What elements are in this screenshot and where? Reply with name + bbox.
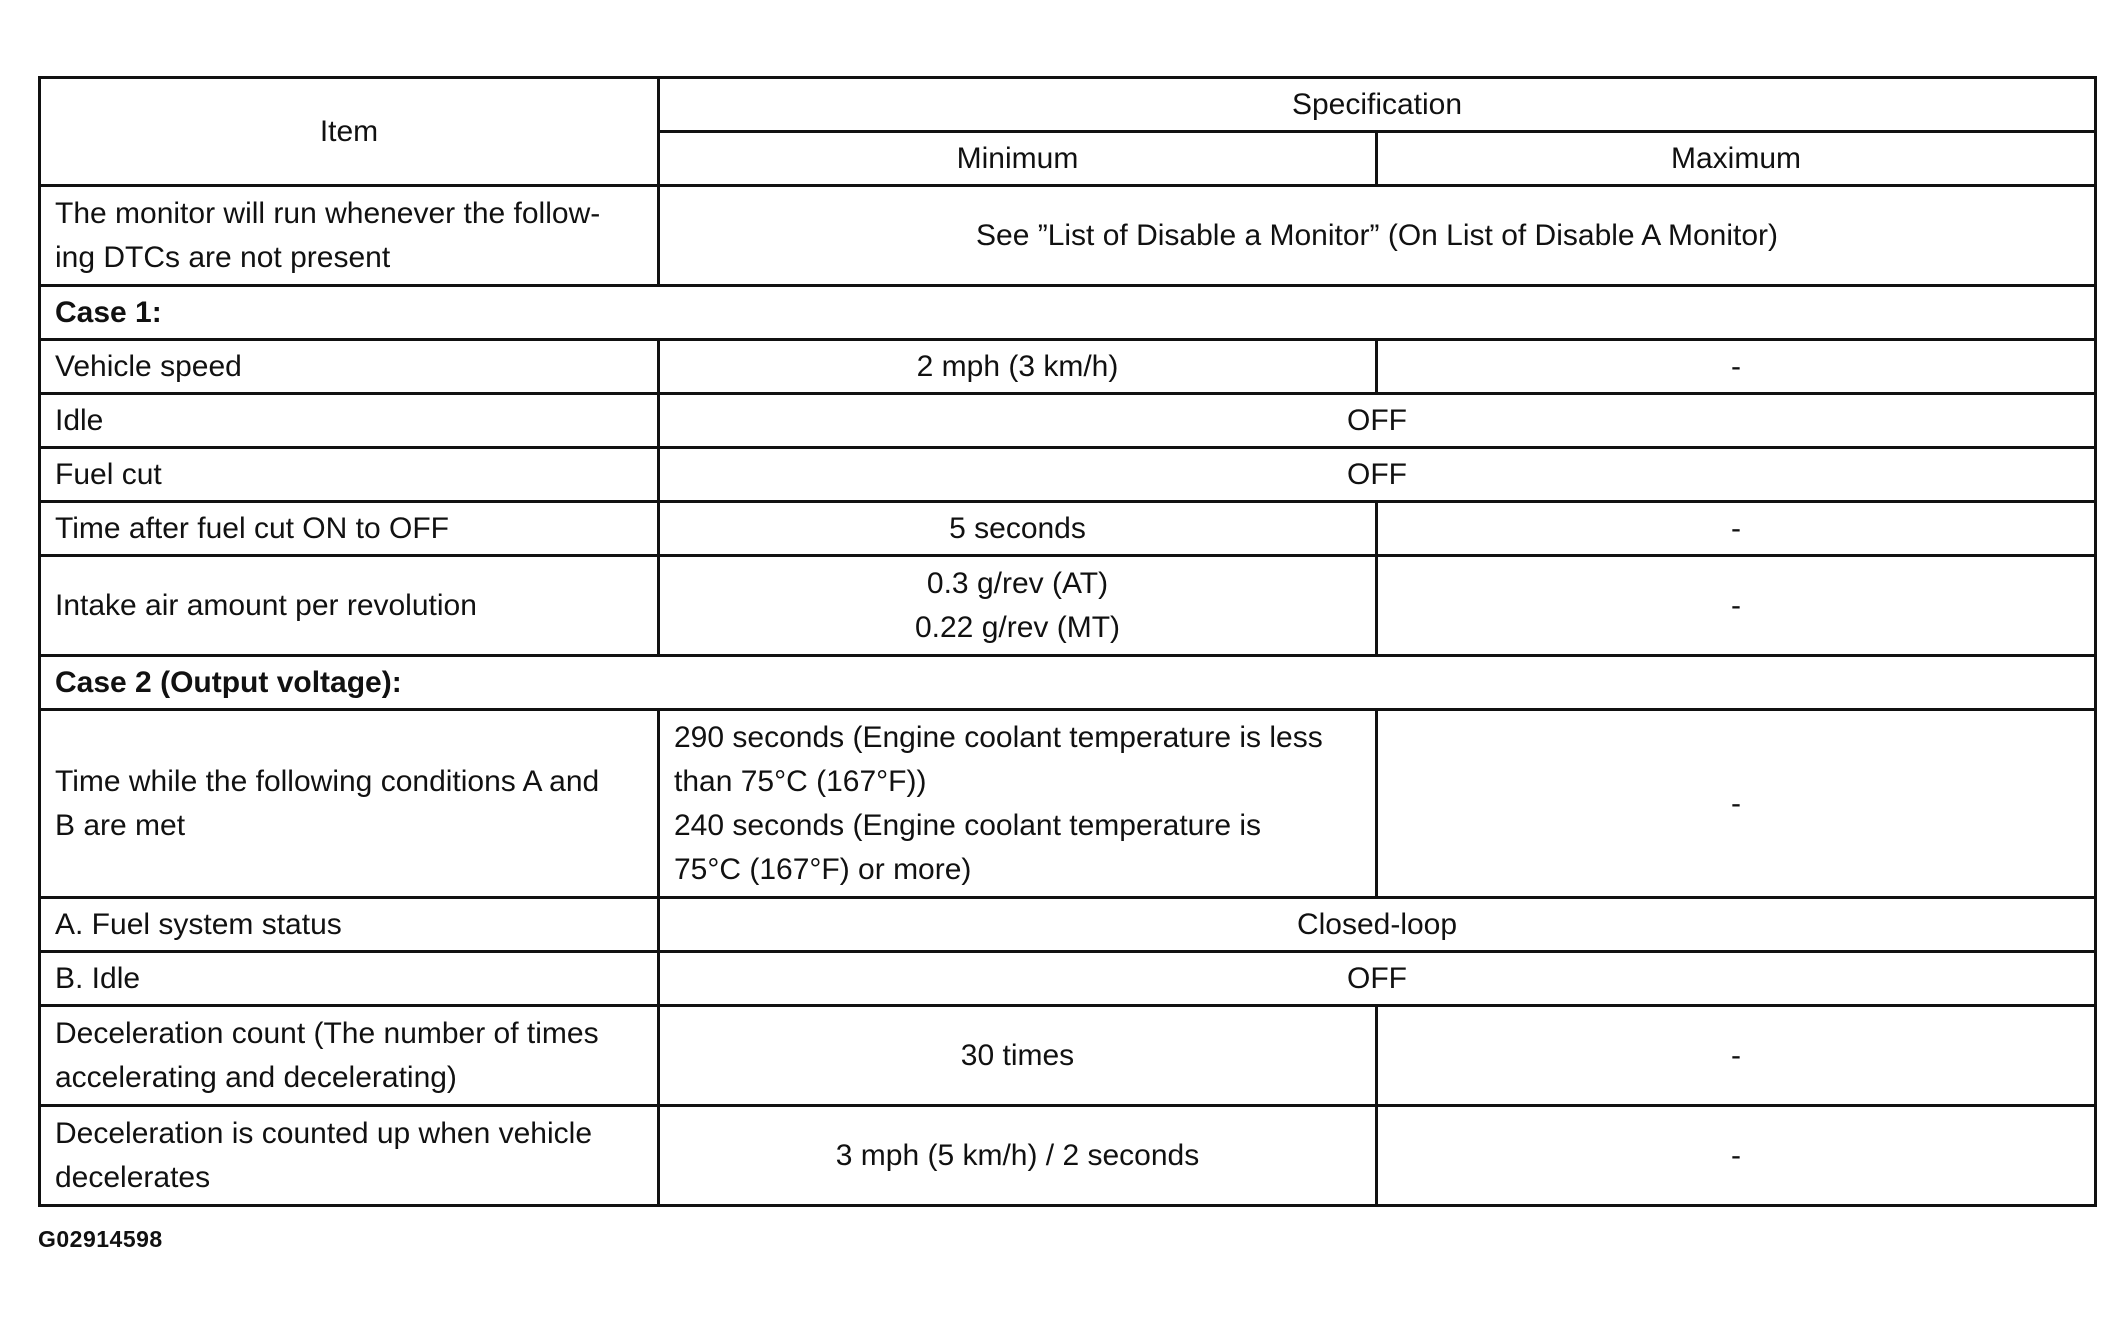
- table-row: [40, 448, 2096, 502]
- table-row: [40, 952, 2096, 1006]
- row-item-monitor-runs: The monitor will run whenever the follow- ing DTCs are not present: [40, 186, 659, 286]
- row-max-decel-counted: -: [1377, 1106, 2096, 1206]
- row-item-b-idle: B. Idle: [40, 952, 659, 1006]
- row-item-vehicle-speed: Vehicle speed: [40, 340, 659, 394]
- table-row: [40, 898, 2096, 952]
- figure-code: G02914598: [38, 1226, 163, 1252]
- table-row: [40, 186, 2096, 286]
- row-spec-fuel-system-status: Closed-loop: [659, 898, 2096, 952]
- table-row: [40, 1106, 2096, 1206]
- row-item-intake-air: Intake air amount per revolution: [40, 556, 659, 656]
- table-row: [40, 1006, 2096, 1106]
- section-row: [40, 656, 2096, 710]
- header-specification: Specification: [659, 78, 2096, 132]
- row-item-idle: Idle: [40, 394, 659, 448]
- row-max-time-conditions: -: [1377, 710, 2096, 898]
- row-spec-idle: OFF: [659, 394, 2096, 448]
- table-row: [40, 556, 2096, 656]
- row-spec-b-idle: OFF: [659, 952, 2096, 1006]
- table-row: [40, 340, 2096, 394]
- row-item-fuel-system-status: A. Fuel system status: [40, 898, 659, 952]
- row-min-vehicle-speed: 2 mph (3 km/h): [659, 340, 1377, 394]
- case-2-heading: Case 2 (Output voltage):: [40, 656, 2096, 710]
- specification-table: [38, 76, 2097, 1207]
- row-item-time-after-fuel-cut: Time after fuel cut ON to OFF: [40, 502, 659, 556]
- header-minimum: Minimum: [659, 132, 1377, 186]
- row-item-decel-count: Deceleration count (The number of times accelerating and decelerating): [40, 1006, 659, 1106]
- table-row: [40, 394, 2096, 448]
- row-max-decel-count: -: [1377, 1006, 2096, 1106]
- row-item-decel-counted: Deceleration is counted up when vehicle decelerates: [40, 1106, 659, 1206]
- header-maximum: Maximum: [1377, 132, 2096, 186]
- row-min-decel-counted: 3 mph (5 km/h) / 2 seconds: [659, 1106, 1377, 1206]
- row-spec-monitor-runs: See ”List of Disable a Monitor” (On List of Disable A Monitor): [659, 186, 2096, 286]
- row-item-fuel-cut: Fuel cut: [40, 448, 659, 502]
- table-row: [40, 502, 2096, 556]
- header-item: Item: [40, 78, 659, 186]
- row-item-time-conditions: Time while the following conditions A and B are met: [40, 710, 659, 898]
- table-row: [40, 710, 2096, 898]
- row-spec-fuel-cut: OFF: [659, 448, 2096, 502]
- row-max-intake-air: -: [1377, 556, 2096, 656]
- row-max-vehicle-speed: -: [1377, 340, 2096, 394]
- row-min-time-after-fuel-cut: 5 seconds: [659, 502, 1377, 556]
- row-max-time-after-fuel-cut: -: [1377, 502, 2096, 556]
- case-1-heading: Case 1:: [40, 286, 2096, 340]
- row-min-intake-air: 0.3 g/rev (AT) 0.22 g/rev (MT): [659, 556, 1377, 656]
- row-min-decel-count: 30 times: [659, 1006, 1377, 1106]
- row-min-time-conditions: 290 seconds (Engine coolant temperature is less than 75°C (167°F)) 240 seconds (Engine coolant temperature is 75°C (167°F) or more): [659, 710, 1377, 898]
- section-row: [40, 286, 2096, 340]
